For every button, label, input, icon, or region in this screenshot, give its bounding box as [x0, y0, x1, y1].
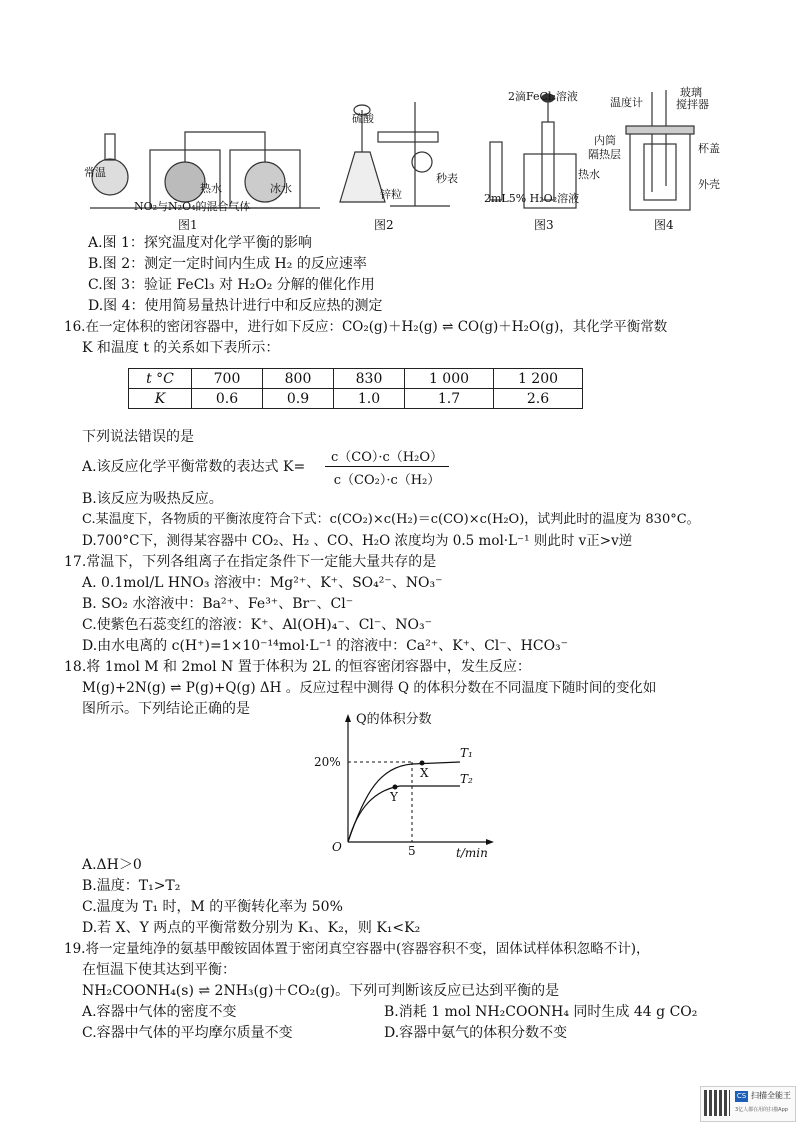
q16-table-t-2: 830 — [334, 369, 405, 389]
q18-stem-line1: 18.将 1mol M 和 2mol N 置于体积为 2L 的恒容密闭容器中，发生反应： — [64, 659, 531, 675]
q16-stem-line2: K 和温度 t 的关系如下表所示： — [82, 340, 280, 356]
q19-stem-line2: 在恒温下使其达到平衡： — [82, 962, 236, 978]
q18-curve-t2 — [348, 786, 460, 842]
q16-table-row-t — [129, 369, 583, 389]
q17-stem: 17.常温下，下列各组离子在指定条件下一定能大量共存的是 — [64, 554, 437, 570]
fig1-caption: 图1 — [178, 218, 198, 232]
q16-table-k-1: 0.9 — [263, 389, 334, 409]
fig4-label-insul: 隔热层 — [588, 148, 621, 161]
q18-option-c: C.温度为 T₁ 时，M 的平衡转化率为 50% — [82, 899, 343, 915]
q16-option-b: B.该反应为吸热反应。 — [82, 491, 223, 507]
q15-option-a: A.图 1：探究温度对化学平衡的影响 — [88, 235, 312, 251]
q19-option-a: A.容器中气体的密度不变 — [82, 1004, 237, 1020]
q16-table-header-t: t °C — [129, 369, 192, 389]
q15-option-d: D.图 4：使用简易量热计进行中和反应热的测定 — [88, 298, 383, 314]
fig4-label-stir: 搅拌器 — [676, 98, 709, 111]
q16-table-k-0: 0.6 — [192, 389, 263, 409]
fig2-label-zinc: 锌粒 — [380, 188, 402, 201]
q16-table-t-0: 700 — [192, 369, 263, 389]
q15-option-c: C.图 3：验证 FeCl₃ 对 H₂O₂ 分解的催化作用 — [88, 277, 375, 293]
q18-y-arrow — [345, 714, 351, 722]
q17-option-a: A. 0.1mol/L HNO₃ 溶液中：Mg²⁺、K⁺、SO₄²⁻、NO₃⁻ — [82, 575, 443, 591]
scanner-badge — [700, 1086, 796, 1122]
fig3-label-h2o2: 2mL5% H₂O₂溶液 — [484, 192, 580, 205]
q16-table-row-k — [129, 389, 583, 409]
q19-stem-line3: NH₂COONH₄(s) ⇌ 2NH₃(g)＋CO₂(g)。下列可判断该反应已达到平衡的是 — [82, 983, 560, 999]
q16-fraction-numerator: c（CO）·c（H₂O） — [325, 446, 449, 467]
q18-graph-xlabel: t/min — [456, 846, 488, 860]
q16-table-t-4: 1 200 — [494, 369, 583, 389]
q18-graph-ytick: 20% — [314, 755, 341, 769]
fig2-label-acid: 硫酸 — [352, 112, 374, 125]
q17-option-d: D.由水电离的 c(H⁺)=1×10⁻¹⁴mol·L⁻¹ 的溶液中：Ca²⁺、K⁺、Cl⁻、HCO₃⁻ — [82, 638, 569, 654]
fig4-label-shell: 外壳 — [698, 178, 720, 191]
q17-option-c: C.使紫色石蕊变红的溶液：K⁺、Al(OH)₄⁻、Cl⁻、NO₃⁻ — [82, 617, 433, 633]
q18-point-x-dot — [420, 761, 425, 766]
fig1-label-gas: NO₂与N₂O₄的混合气体 — [134, 200, 251, 213]
q18-stem-line3: 图所示。下列结论正确的是 — [82, 701, 250, 717]
q16-fraction-denominator: c（CO₂）·c（H₂） — [333, 473, 441, 488]
q17-option-b: B. SO₂ 水溶液中：Ba²⁺、Fe³⁺、Br⁻、Cl⁻ — [82, 596, 354, 612]
q19-stem-line1: 19.将一定量纯净的氨基甲酸铵固体置于密闭真空容器中(容器容积不变，固体试样体积忽略不计)， — [64, 941, 650, 957]
q16-stem-line1: 16.在一定体积的密闭容器中，进行如下反应：CO₂(g)＋H₂(g) ⇌ CO(g)＋H₂O(g)，其化学平衡常数 — [64, 319, 668, 335]
q18-point-y-dot — [393, 785, 398, 790]
fig4-label-thermo: 温度计 — [610, 96, 643, 109]
scanner-name: 扫描全能王 — [751, 1091, 791, 1100]
q16-table-k-3: 1.7 — [405, 389, 494, 409]
fig1-label-room: 常温 — [84, 166, 106, 179]
q16-table-t-1: 800 — [263, 369, 334, 389]
scanner-logo: CS — [736, 1092, 747, 1100]
q18-graph-svg — [320, 712, 500, 862]
fig4-label-lid: 杯盖 — [698, 142, 720, 155]
q18-graph-origin: O — [332, 840, 342, 854]
q16-table-t-3: 1 000 — [405, 369, 494, 389]
q18-x-arrow — [486, 839, 494, 845]
qr-code-icon — [704, 1090, 730, 1116]
scanner-subtitle: 3亿人都在用的扫描App — [735, 1107, 788, 1113]
q18-curve-t1 — [348, 762, 460, 842]
q18-stem-line2: M(g)+2N(g) ⇌ P(g)+Q(g) ΔH 。反应过程中测得 Q 的体积分数在不同温度下随时间的变化如 — [82, 680, 657, 696]
q18-graph-curve2-label: T₂ — [460, 772, 473, 786]
q16-option-a-fraction — [325, 446, 449, 488]
q16-question: 下列说法错误的是 — [82, 429, 194, 445]
fig2-caption: 图2 — [374, 218, 394, 232]
fig4-label-inner: 内筒 — [594, 134, 616, 147]
fig1-apparatus — [90, 132, 320, 208]
q18-graph-xtick: 5 — [408, 844, 416, 858]
q18-option-a: A.ΔH＞0 — [82, 857, 142, 873]
q16-option-a-prefix: A.该反应化学平衡常数的表达式 K= — [82, 459, 306, 475]
fig3-label-drops: 2滴FeCl₃溶液 — [508, 90, 578, 103]
q18-option-b: B.温度：T₁>T₂ — [82, 878, 181, 894]
q19-option-b: B.消耗 1 mol NH₂COONH₄ 同时生成 44 g CO₂ — [384, 1004, 698, 1020]
q16-option-c: C.某温度下，各物质的平衡浓度符合下式：c(CO₂)×c(H₂)＝c(CO)×c(H₂O)，试判此时的温度为 830°C。 — [82, 512, 700, 527]
q18-graph-curve1-label: T₁ — [460, 746, 473, 760]
fig1-label-ice: 冰水 — [270, 182, 292, 195]
fig1-label-hot: 热水 — [200, 182, 222, 195]
fig4-caption: 图4 — [654, 218, 674, 232]
q16-k-table — [128, 368, 583, 409]
experiment-figures — [70, 82, 750, 232]
fig2-label-watch: 秒表 — [436, 172, 458, 185]
q19-option-d: D.容器中氨气的体积分数不变 — [384, 1025, 568, 1041]
q16-table-k-2: 1.0 — [334, 389, 405, 409]
q15-option-b: B.图 2：测定一定时间内生成 H₂ 的反应速率 — [88, 256, 367, 272]
q19-option-c: C.容器中气体的平均摩尔质量不变 — [82, 1025, 293, 1041]
q18-graph — [314, 712, 500, 862]
q18-graph-ylabel: Q的体积分数 — [356, 712, 432, 727]
q16-option-d: D.700°C下，测得某容器中 CO₂、H₂ 、CO、H₂O 浓度均为 0.5 mol·L⁻¹ 则此时 v正>v逆 — [82, 533, 633, 549]
q18-graph-point-x: X — [420, 766, 429, 780]
q16-table-header-k: K — [129, 389, 192, 409]
fig3-caption: 图3 — [534, 218, 554, 232]
q18-option-d: D.若 X、Y 两点的平衡常数分别为 K₁、K₂，则 K₁<K₂ — [82, 920, 421, 936]
fig4-label-glass: 玻璃 — [680, 86, 702, 99]
q16-table-k-4: 2.6 — [494, 389, 583, 409]
q18-graph-point-y: Y — [390, 790, 398, 804]
fig3-label-hot: 热水 — [578, 168, 600, 181]
